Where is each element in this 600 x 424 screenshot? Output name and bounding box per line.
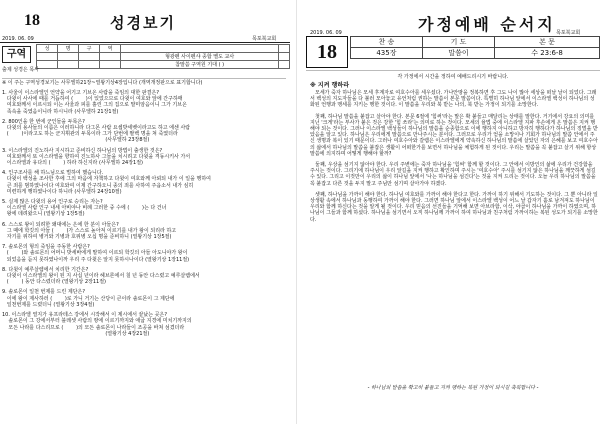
issue-number: 18: [24, 12, 40, 29]
table-row: [351, 37, 600, 48]
table-cell: 역: [100, 45, 121, 53]
worship-order-table: [350, 36, 600, 59]
bible-quiz-page: [0, 0, 290, 424]
table-cell: [100, 61, 121, 69]
table-cell: [279, 61, 290, 69]
question-item: 2. 800인을 한 번에 군인들을 두목은? 다윗의 용사들의 이름은 이러하니라 다그몬 사람 요셉밧세벳이라고도 하고 에센 사람 ( )이라고도 하는 군지휘관의 두목이라 그가 단번에 팔백 명을 쳐 죽였더라 (사무엘하 23장8절): [2, 118, 191, 144]
gu-label-box: 구역: [2, 46, 31, 63]
sermon-paragraph: 첫째, 하나님 말씀을 붙잡고 살아야 한다. 본문 6절에 '힘써'라는 말은 확 붙들고 매달리는 상태를 말한다. 거기에서 강요의 의미를 지닌 '크게'라는 부사가 붙은 것은 강한 '힘 쓰라'는 의미로 하는 것이다. 모세의 율법 중에 이스라엘 지파 후손에게 온 말씀은 지켜 행해야 되는 것이다. 그러나 이스라엘 백성들이 하나님의 말씀을 순종함으로 이에 행하지 아니하고 방자히 행하다가 하나님의 징벌을 받았음을 알고 있다. 하나님은 우리에게 말씀으로 만나주시는 분이다. 그러므로 우리가 얻을 소망이나 기회가 하나님의 말씀 안에서 주신 생명과 복이 있기 때문이다. 그러나 여호수아와 갈렙은 이스라엘에게 약속하신 하나님의 말씀에 살았던 자의 은혜를 보고 여호수아의 삶에서 하나님의 말씀을 붙잡은 생활이 어떠한가를 보면서 하나님을 체험하게 된 것이다. 우리는 말씀을 꼭 붙잡고 살기 위해 항상 말씀에 의지하며 어떻게 행해야 할까?: [310, 113, 598, 157]
table-cell: 성: [37, 45, 58, 53]
question-item: 3. 이스라엘의 진노하사 지시하고 준비하신 하나님의 방법이 출생한 것은? 여호와께서 또 이스라엘을 향하여 진노하사 그들을 치시려고 다윗을 격동시키사 가서 이스라엘과 유다의 ( ) 하라 하신지라 (사무엘하 24장1절): [2, 147, 191, 167]
table-cell: [58, 61, 79, 69]
table-cell: [37, 61, 58, 69]
question-item: 4. 인구조사를 해 하느님으로 벌하여 했습니다. 다윗이 백성을 조사한 후에 그의 마음에 자책하고 다윗이 여호와께 아뢰되 내가 이 일을 행하여 큰 죄를 범하였나이다 여호와여 이제 간구하오니 종의 죄를 사하여 주옵소서 내가 심히 미련하게 행하였나이다 하니라 (사무엘하 24장10절): [2, 170, 211, 195]
question-item: 1. 사울이 이스라엘인 언약을 어기고 기브온 사람을 죽임의 대한 판결은? 다윗이 사사에 때를 거듭하여 ( )이 있었으므로 다윗이 여호와 앞에 간구하매 여호와께서 이르시되 이는 사울과 피를 흘린 그의 집으로 말미암음이니 그가 기브온 족속을 죽였음이니라 하시니라 (사무엘하 21장1절): [2, 90, 187, 115]
church-name: 목포북교회: [252, 36, 277, 42]
issue-date: 2019. 06. 09: [310, 30, 342, 36]
issue-number-box: 18: [306, 36, 348, 68]
sermon-paragraph: 셋째, 하나님을 가까이 해야 한다. 하나님 여호와를 가까이 해야 한다고 한다. 가까이 하기 위해서 기도하는 것이다. 그 뿐 아니라 일상생활 속에서 하나님과 동행하여 가까이 해야 한다. 그러면 하나님 앞에서 이스라엘 백성이 어느 날 갑자기 홀로 남겨져도 하나님이 우리와 함께 하신다는 것을 알게 될 것이다. 우리 믿음의 선진들을 기억해 보면 아브라함, 이삭, 야곱이 하나님을 가까이 하였으며, 하나님이 그들과 함께 하셨다. 하나님을 섬기면서 오직 하나님께 가까이 하여 하나님과 친구처럼 가까이하는 복된 성도가 되기를 소망한다.: [310, 191, 598, 223]
order-header-prayer: 기 도: [422, 37, 494, 48]
order-value-hymn: 435장: [351, 48, 423, 59]
page-title: 성경보기: [110, 14, 176, 32]
question-item: 5. 실제 많은 다윗의 용어 인구로 승리는 자는? 이스라엘 사람 인구 내세 아비야나 비례 그러한 중 수에 ( )는 다 건너 왕에 데려왔으니 (열왕기상 1장5절): [2, 199, 167, 218]
table-cell: 명: [58, 45, 79, 53]
order-value-text: 수 23:6-8: [495, 48, 600, 59]
sermon-paragraph: 둘째, 우상을 섬기지 않아야 한다. 우리 주변에는 죽자 하나님을 '힘써' 함께 할 것이다. 그 안에서 이방인의 삶에 우리가 건강함을 주시는 것이다. 그리기에 하나님이 우리 앞길을 지켜 행하고 확인하며 주시는 '여호수아' 주시를 섬기지 않은 하나님을 깨끗하게 섬길 수 있다. 그리고 이것만이 우리의 삶이 하나님 앞에서 '나는 하나님을 섬긴다'는 것을 지켜 드리는 것이다. 오늘 우리 하나님의 말씀을 꼭 붙잡고 다른 것을 두지 말고 주님만 섬기며 살아가야 하겠다.: [310, 162, 598, 187]
sermon-title: ※ 지켜 행하라: [310, 82, 349, 89]
table-cell: [79, 53, 100, 61]
sermon-paragraph: 모세가 죽자 하나님은 모세 후계자로 여호수아를 세우셨다. 가나안땅을 정복하면 후 그도 나이 많아 세상을 떠날 날이 되었다. 그래서 백성의 지도자들을 다 불러 모아놓고 유언처럼 권하는 말씀이 본문 말씀이다. 특별히 하나님 앞에서 이스라엘 백성이 하나님의 성화된 언행과 맹세를 지키는 행한 것이다. 이 말씀을 우리와 북 받는 나의, 북 받는 가정이 되기를 소망한다.: [310, 90, 597, 109]
table-cell: [100, 53, 121, 61]
table-row: [351, 48, 600, 59]
question-item: 10. 이스라엘 열지가 유프라테스 강에서 시작해서 이 제시에서 끝났는 곳은? 솔로몬이 그 강에서부터 블레셋 사람의 땅에 이르기까지와 애굽 지경에 미치기까지의 모든 나라를 다스리므로 ( )의 모든 솔로몬이 나라들이 조공을 바쳐 섬겼더라 (열왕기상 4장21절): [2, 312, 192, 337]
order-value-prayer: 말씀이: [422, 48, 494, 59]
worship-subtitle: 각 가정에서 시간을 정하여 예배드리시기 바랍니다.: [306, 70, 600, 80]
church-name: 목포북교회: [556, 30, 581, 36]
question-list: [2, 90, 288, 341]
issue-date: 2019. 06. 09: [2, 36, 34, 42]
question-item: 6. 스스로 왕이 되려한 왜대에는 은에 한 분이 아들은? 그 때에 학깃의 아들 ( )가 스스로 높아져 이르기를 내가 왕이 되리라 하고 자기를 위하여 병거와 기병과 호위병 오십 명을 준비하니 (열왕기상 1장5절): [2, 221, 177, 241]
table-cell: 구: [79, 45, 100, 53]
page-title: 가정예배 순서지: [418, 15, 556, 34]
table-cell: 참말씀 구역원 기대 ( ): [121, 61, 279, 69]
member-table: [36, 44, 290, 69]
question-item: 8. 다윗이 예루살렘에서 치리한 기간은? 다윗이 이스라엘의 왕이 된 지 사십 년이라 헤브론에서 칠 년 동안 다스렸고 예루살렘에서 ( ) 동안 다스렸더라 (열왕기상 2장11절): [2, 266, 200, 286]
table-cell: [121, 45, 279, 53]
order-header-text: 본 문: [495, 37, 600, 48]
question-item: 7. 솔로몬의 형의 죽임을 주동한 사람은? ( )와 솔로몬의 어머니 밧세바에게 말하여 이르되 학깃의 아들 아도니야가 왕이 되었음을 듣지 못하였나이까 우리 주 다윗은 알지 못하시나이다 (열왕기상 1장11절): [2, 244, 190, 263]
order-header-hymn: 찬 송: [351, 37, 423, 48]
table-row: [37, 61, 290, 69]
header-rule: [0, 42, 290, 43]
table-cell: [279, 45, 290, 53]
sermon-body: [310, 90, 598, 228]
table-cell: [37, 53, 58, 61]
page-divider: [296, 0, 297, 424]
author-note: 출제 성경은 목사: [2, 67, 39, 73]
table-cell: [58, 53, 79, 61]
table-row: [37, 53, 290, 61]
table-row: [37, 45, 290, 53]
question-item: 9. 솔로몬이 일천 번제를 드린 제단은? 이에 왕이 제사하러 ( )로 가니 거기는 산당이 큰이라 솔로몬이 그 제단에 일천번제를 드렸더니 (열왕기상 3장4절): [2, 289, 175, 308]
table-cell: 형광펜 사이펜샤 종합 멜도 교사: [121, 53, 279, 61]
closing-line: - 하나님의 말씀을 확고히 붙들고 지켜 행하는 복된 가정이 되시길 축복합니다 -: [367, 385, 539, 391]
instruction-text: ※ 이 주는 구역성경보기는 사무엘하21장~열왕기상4장입니다 (개역개정판으로 표기합니다): [2, 78, 286, 86]
family-worship-page: [306, 0, 600, 424]
table-cell: [279, 53, 290, 61]
table-cell: [79, 61, 100, 69]
